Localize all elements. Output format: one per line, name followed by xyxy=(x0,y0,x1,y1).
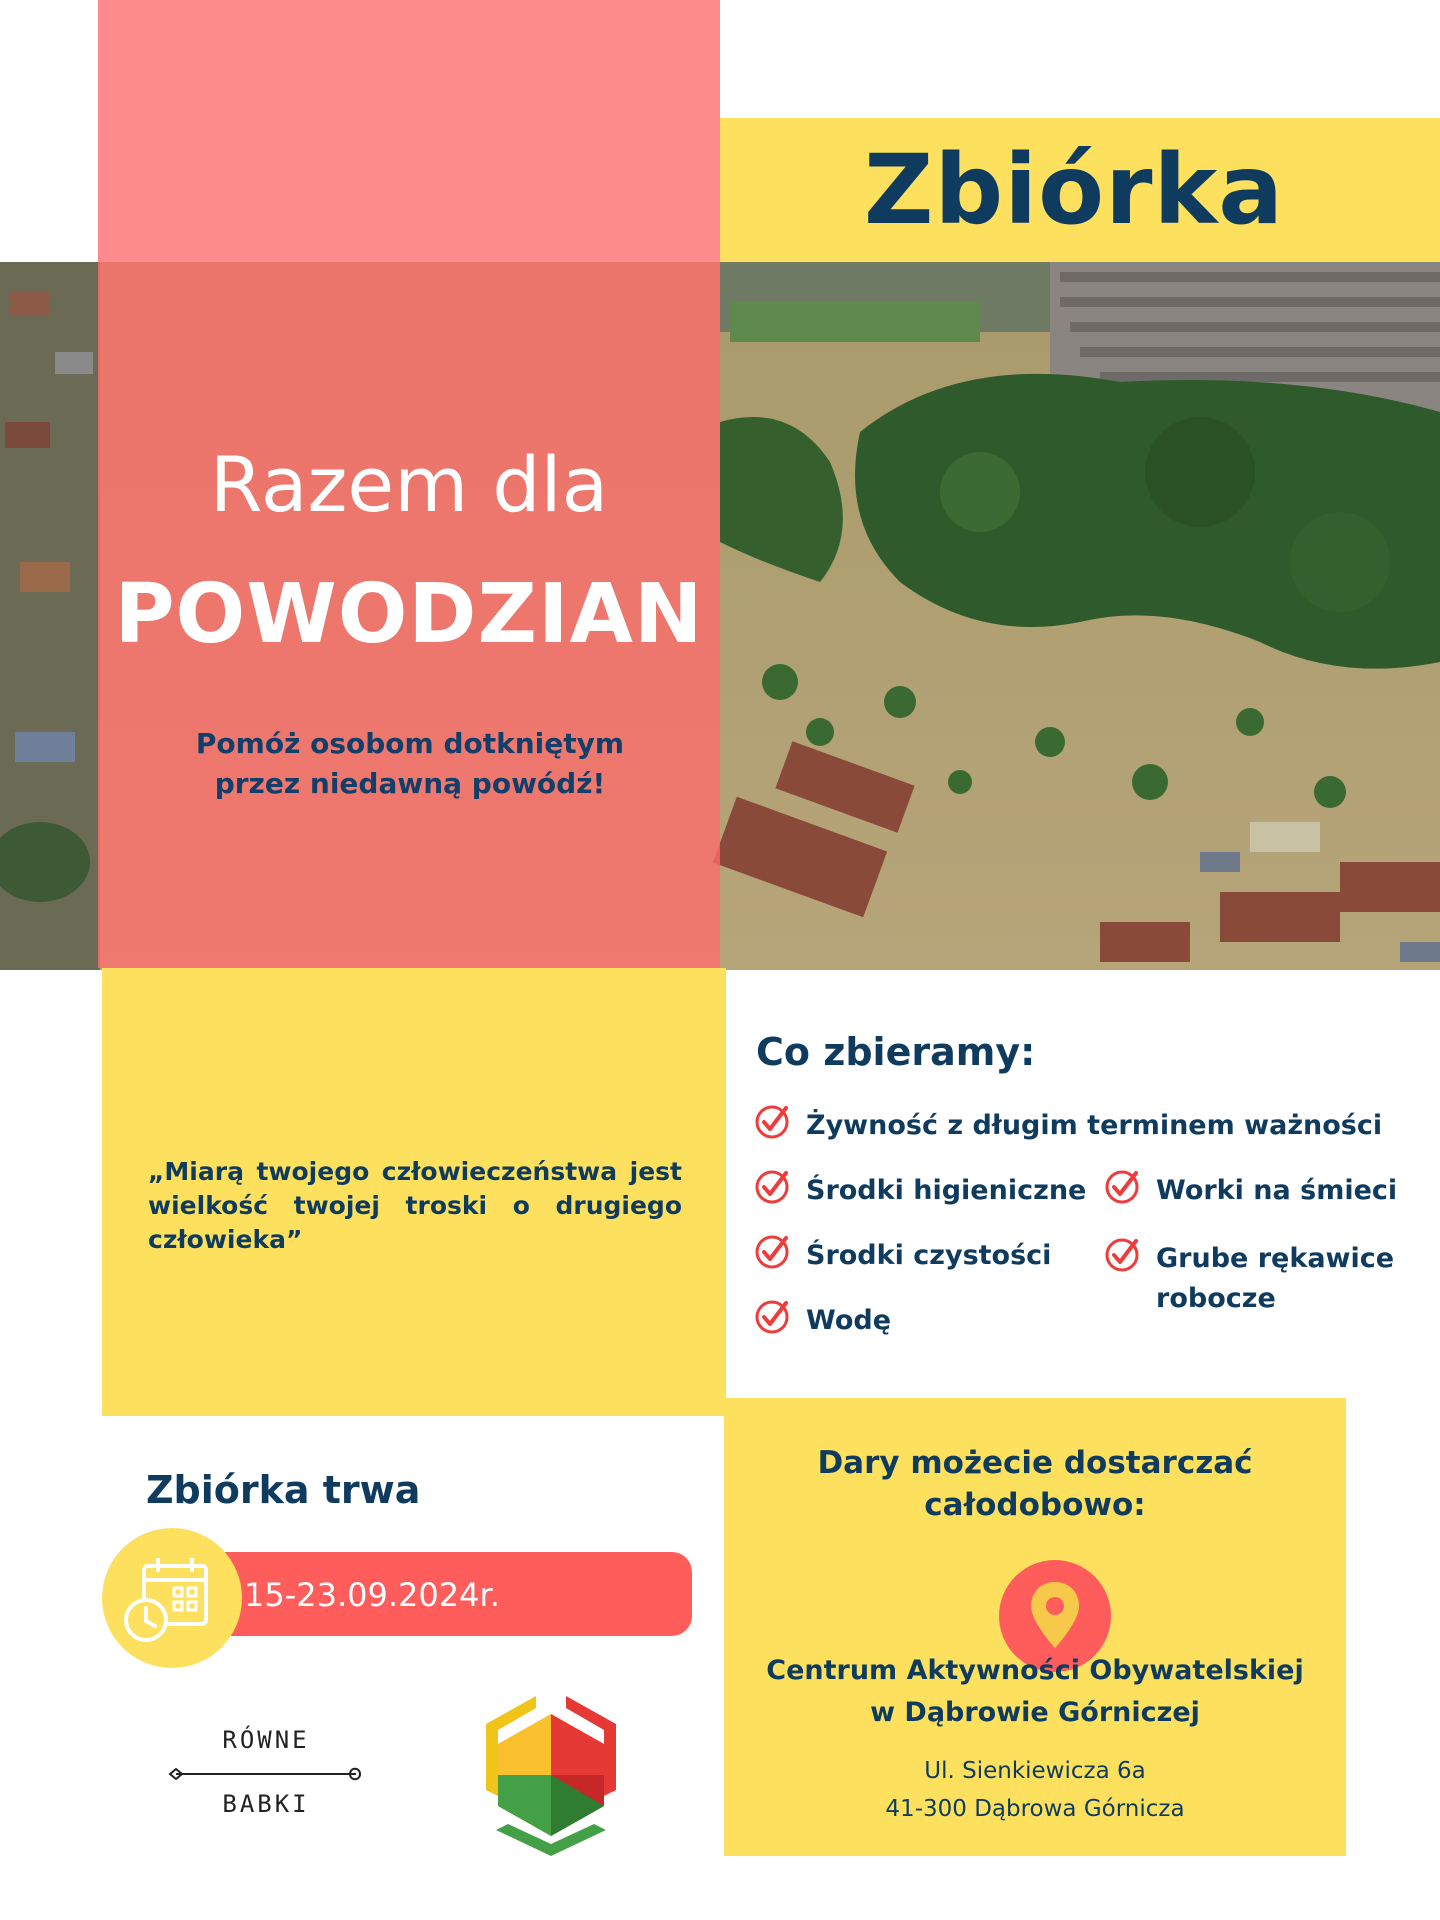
list-item-label: Środki czystości xyxy=(806,1240,1052,1271)
address xyxy=(724,1752,1346,1828)
place-name-line-2: w Dąbrowie Górniczej xyxy=(870,1697,1200,1728)
check-icon xyxy=(1104,1237,1140,1273)
collection-title: Co zbieramy: xyxy=(756,1030,1036,1074)
calendar-badge xyxy=(102,1528,242,1668)
list-item-label xyxy=(1156,1239,1394,1319)
delivery-title-line-1: Dary możecie dostarczać xyxy=(817,1445,1253,1481)
title-banner xyxy=(720,118,1440,262)
check-icon xyxy=(754,1104,790,1140)
subheadline xyxy=(140,724,680,804)
list-item-label: Wodę xyxy=(806,1305,892,1336)
delivery-title xyxy=(724,1442,1346,1526)
place-name-line-1: Centrum Aktywności Obywatelskiej xyxy=(766,1655,1304,1686)
subheadline-line-2: przez niedawną powódź! xyxy=(214,767,606,800)
list-item-label-line-2: robocze xyxy=(1156,1283,1276,1314)
list-item xyxy=(1104,1239,1394,1319)
headline-line-1: Razem dla xyxy=(209,440,609,529)
date-range: 15-23.09.2024r. xyxy=(244,1576,500,1614)
delivery-title-line-2: całodobowo: xyxy=(924,1487,1146,1523)
check-icon xyxy=(1104,1169,1140,1205)
check-icon xyxy=(754,1234,790,1270)
address-line-2: 41-300 Dąbrowa Górnicza xyxy=(885,1796,1185,1822)
rowne-babki-logo xyxy=(166,1722,366,1832)
list-item xyxy=(754,1171,1086,1211)
check-icon xyxy=(754,1169,790,1205)
list-item-label: Worki na śmieci xyxy=(1156,1175,1398,1206)
list-item xyxy=(754,1301,891,1341)
list-item xyxy=(754,1236,1051,1276)
quote-text: „Miarą twojego człowieczeństwa jest wielkość twojej troski o drugiego człowieka” xyxy=(148,1157,682,1254)
place-name xyxy=(724,1650,1346,1734)
list-item xyxy=(754,1106,1382,1146)
logo-text-top: RÓWNE xyxy=(222,1726,310,1754)
page-title: Zbiórka xyxy=(863,134,1285,246)
check-icon xyxy=(754,1299,790,1335)
list-item-label: Żywność z długim terminem ważności xyxy=(806,1110,1383,1141)
headline-line-2: POWODZIAN xyxy=(114,567,704,662)
address-line-1: Ul. Sienkiewicza 6a xyxy=(924,1758,1146,1784)
list-item-label-line-1: Grube rękawice xyxy=(1156,1243,1395,1274)
list-item-label: Środki higieniczne xyxy=(806,1175,1087,1206)
calendar-clock-icon xyxy=(102,1528,242,1668)
logo-divider-icon xyxy=(166,1764,366,1784)
subheadline-line-1: Pomóż osobom dotkniętym xyxy=(195,727,625,760)
logo-text-bottom: BABKI xyxy=(222,1790,310,1818)
list-item xyxy=(1104,1171,1397,1211)
duration-title: Zbiórka trwa xyxy=(146,1468,421,1512)
hexagon-logo-icon xyxy=(466,1684,636,1860)
